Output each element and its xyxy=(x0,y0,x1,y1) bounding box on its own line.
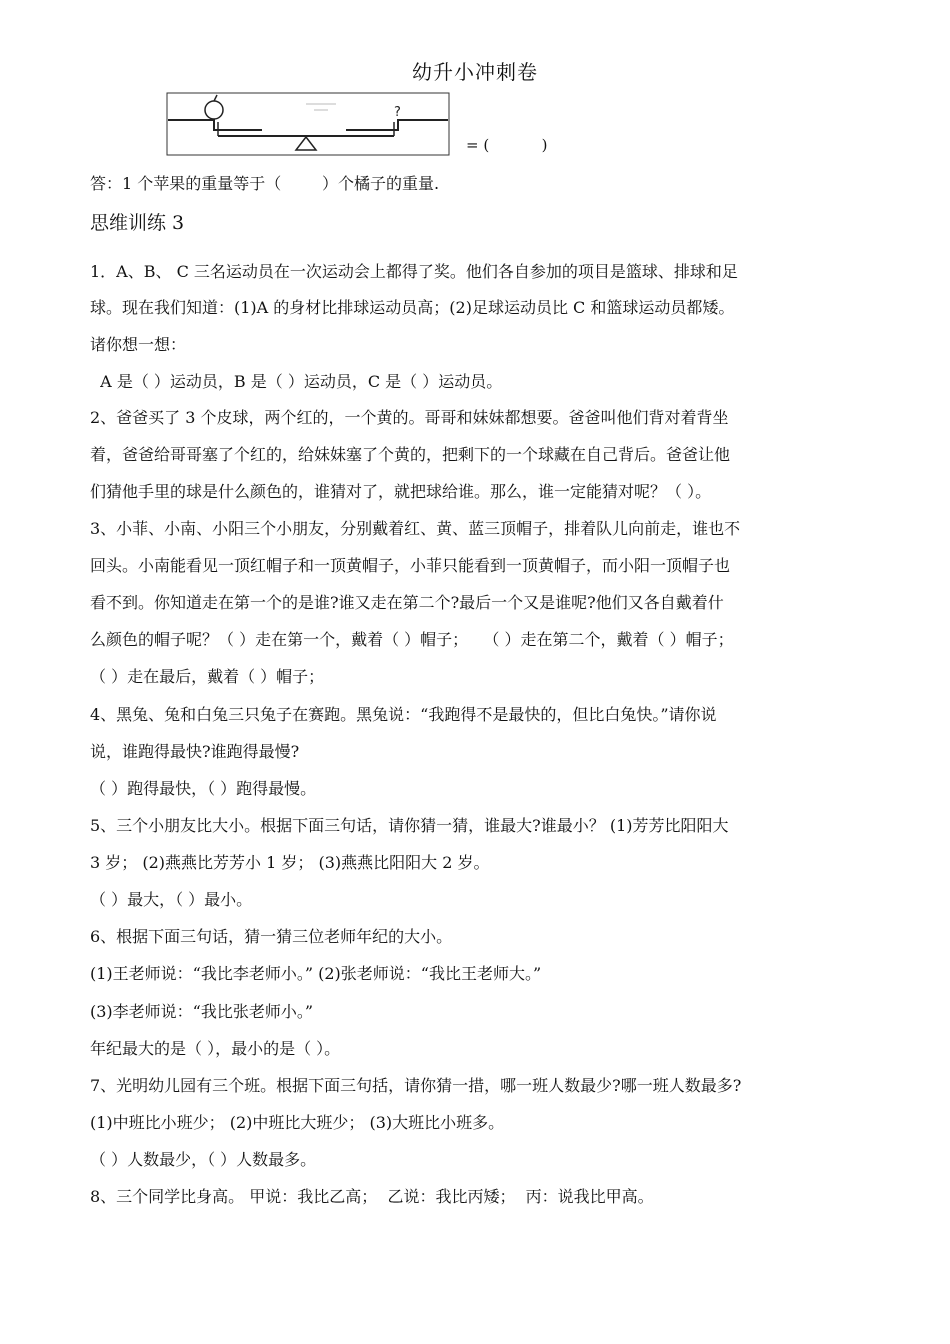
text-line: （ ）走在最后，戴着（ ）帽子； xyxy=(90,667,325,686)
scale-fulcrum xyxy=(296,137,316,150)
text-line: 回头。小南能看见一顶红帽子和一顶黄帽子，小菲只能看到一顶黄帽子，而小阳一顶帽子也 xyxy=(90,556,731,575)
apple-icon xyxy=(205,95,223,119)
text-line: 说，谁跑得最快?谁跑得最慢? xyxy=(90,742,300,761)
text-line: 3 岁； (2)燕燕比芳芳小 1 岁； (3)燕燕比阳阳大 2 岁。 xyxy=(90,853,490,872)
scale-left-arm xyxy=(168,120,262,130)
text-line: 8、三个同学比身高。 甲说：我比乙高； 乙说：我比丙矮； 丙：说我比甲高。 xyxy=(90,1187,654,1206)
text-line: 3、小菲、小南、小阳三个小朋友，分别戴着红、黄、蓝三顶帽子，排着队儿向前走，谁也不 xyxy=(90,519,741,538)
section-heading: 思维训练 3 xyxy=(90,212,185,234)
text-line: 6、根据下面三句话，猜一猜三位老师年纪的大小。 xyxy=(90,927,453,946)
text-line: 7、光明幼儿园有三个班。根据下面三句括，请你猜一措，哪一班人数最少?哪一班人数最多? xyxy=(90,1076,742,1095)
text-line: 球。现在我们知道：(1)A 的身材比排球运动员高；(2)足球运动员比 C 和篮球运动员都矮。 xyxy=(90,298,735,317)
text-line: (1)王老师说：“我比李老师小。” (2)张老师说：“我比王老师大。” xyxy=(90,964,542,983)
text-line: 年纪最大的是（ ），最小的是（ ）。 xyxy=(90,1039,341,1058)
text-line: 么颜色的帽子呢？（ ）走在第一个，戴着（ ）帽子； （ ）走在第二个，戴着（ ）帽子； xyxy=(90,630,734,649)
text-line: 们猜他手里的球是什么颜色的，谁猜对了，就把球给谁。那么，谁一定能猜对呢？（ ）。 xyxy=(90,482,712,501)
scale-faint-marks xyxy=(306,104,336,110)
question-mark: ? xyxy=(394,105,401,120)
equals-blank: = ( ) xyxy=(466,136,548,154)
text-line: （ ）人数最少，（ ）人数最多。 xyxy=(90,1150,317,1169)
text-line: 1．A、B、 C 三名运动员在一次运动会上都得了奖。他们各自参加的项目是篮球、排球和足 xyxy=(90,262,738,281)
text-line: (3)李老师说：“我比张老师小。” xyxy=(90,1002,314,1021)
text-line: (1)中班比小班少； (2)中班比大班少； (3)大班比小班多。 xyxy=(90,1113,505,1132)
page-title: 幼升小冲刺卷 xyxy=(412,60,538,84)
text-line: 诸你想一想： xyxy=(90,335,187,354)
text-line: 着，爸爸给哥哥塞了个红的，给妹妹塞了个黄的，把剩下的一个球藏在自己背后。爸爸让他 xyxy=(90,445,731,464)
text-line: （ ）跑得最快，（ ）跑得最慢。 xyxy=(90,779,317,798)
text-line: 2、爸爸买了 3 个皮球，两个红的，一个黄的。哥哥和妹妹都想要。爸爸叫他们背对着背坐 xyxy=(90,408,729,427)
scale-right-arm xyxy=(346,120,448,130)
text-line: 看不到。你知道走在第一个的是谁?谁又走在第二个?最后一个又是谁呢?他们又各自戴着什 xyxy=(90,593,724,612)
text-line: A 是（ ）运动员，B 是（ ）运动员，C 是（ ）运动员。 xyxy=(90,372,503,391)
text-line: 5、三个小朋友比大小。根据下面三句话，请你猜一猜，谁最大?谁最小？ (1)芳芳比阳阳大 xyxy=(90,816,729,835)
figure-answer-line: 答：1 个苹果的重量等于（ ）个橘子的重量. xyxy=(90,174,440,193)
text-line: 4、黑兔、兔和白兔三只兔子在赛跑。黑兔说：“我跑得不是最快的，但比白兔快。”请你说 xyxy=(90,705,717,724)
text-line: （ ）最大，（ ）最小。 xyxy=(90,890,253,909)
balance-scale-figure xyxy=(166,92,450,156)
